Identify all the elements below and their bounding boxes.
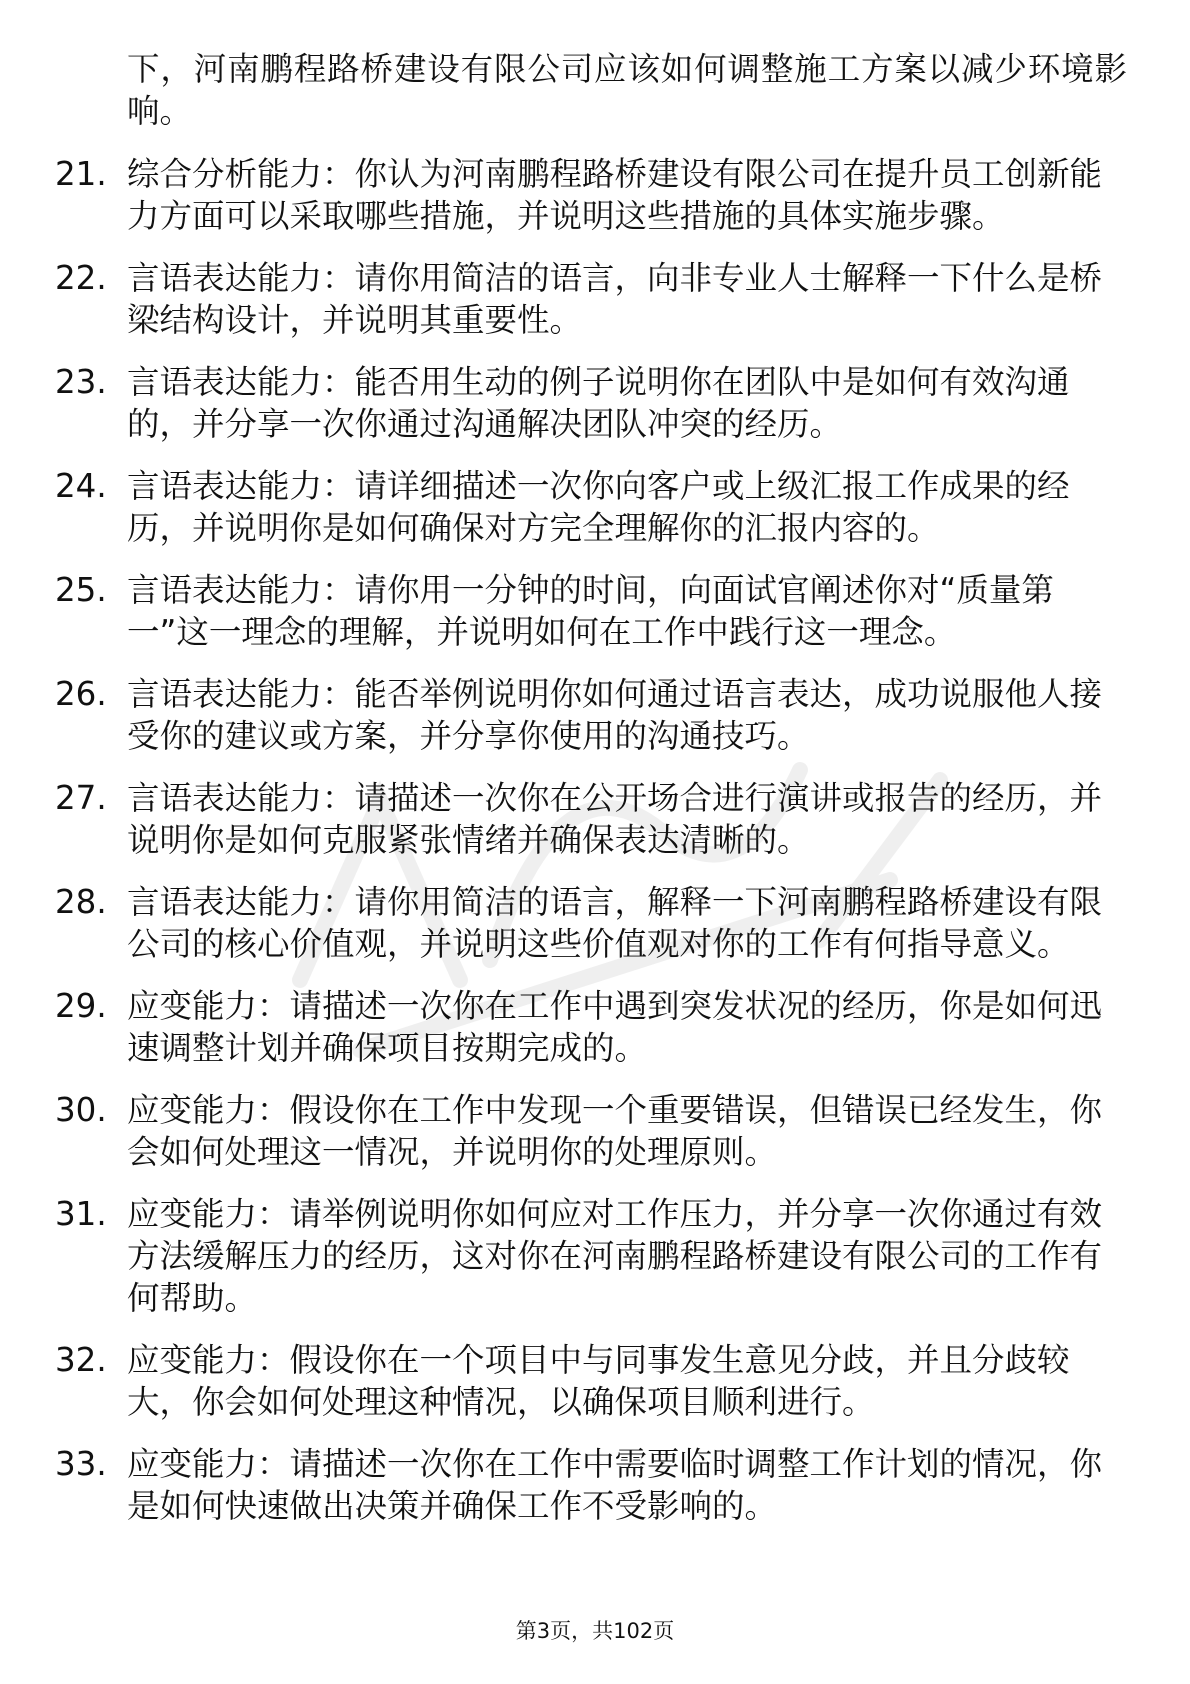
question-text: 言语表达能力：请描述一次你在公开场合进行演讲或报告的经历，并说明你是如何克服紧张情绪并确保表达清晰的。	[127, 779, 1103, 859]
question-item	[55, 153, 1115, 237]
question-text: 应变能力：假设你在一个项目中与同事发生意见分歧，并且分歧较大，你会如何处理这种情况，以确保项目顺利进行。	[127, 1341, 1070, 1421]
question-text: 言语表达能力：请你用简洁的语言，解释一下河南鹏程路桥建设有限公司的核心价值观，并说明这些价值观对你的工作有何指导意义。	[127, 883, 1103, 963]
question-text: 言语表达能力：请详细描述一次你向客户或上级汇报工作成果的经历，并说明你是如何确保对方完全理解你的汇报内容的。	[127, 467, 1070, 547]
question-text: 言语表达能力：能否举例说明你如何通过语言表达，成功说服他人接受你的建议或方案，并分享你使用的沟通技巧。	[127, 675, 1103, 755]
question-text: 应变能力：请描述一次你在工作中需要临时调整工作计划的情况，你是如何快速做出决策并确保工作不受影响的。	[127, 1445, 1103, 1525]
question-number: 31.	[55, 1195, 107, 1233]
question-text: 应变能力：假设你在工作中发现一个重要错误，但错误已经发生，你会如何处理这一情况，并说明你的处理原则。	[127, 1091, 1103, 1171]
question-item	[55, 985, 1115, 1069]
question-number: 24.	[55, 467, 107, 505]
question-list	[55, 48, 1127, 1547]
question-item	[55, 673, 1115, 757]
question-item	[55, 1193, 1115, 1319]
question-text: 综合分析能力：你认为河南鹏程路桥建设有限公司在提升员工创新能力方面可以采取哪些措施，并说明这些措施的具体实施步骤。	[127, 155, 1103, 235]
question-item	[55, 465, 1115, 549]
question-text: 应变能力：请举例说明你如何应对工作压力，并分享一次你通过有效方法缓解压力的经历，这对你在河南鹏程路桥建设有限公司的工作有何帮助。	[127, 1195, 1103, 1317]
question-number: 22.	[55, 259, 107, 297]
question-number: 26.	[55, 675, 107, 713]
question-number: 25.	[55, 571, 107, 609]
question-number: 28.	[55, 883, 107, 921]
question-number: 29.	[55, 987, 107, 1025]
question-number: 33.	[55, 1445, 107, 1483]
question-number: 23.	[55, 363, 107, 401]
question-text: 应变能力：请描述一次你在工作中遇到突发状况的经历，你是如何迅速调整计划并确保项目按期完成的。	[127, 987, 1103, 1067]
question-number: 32.	[55, 1341, 107, 1379]
question-item	[55, 1443, 1115, 1527]
question-number: 30.	[55, 1091, 107, 1129]
question-number: 27.	[55, 779, 107, 817]
question-item	[55, 257, 1115, 341]
continuation-text: 下，河南鹏程路桥建设有限公司应该如何调整施工方案以减少环境影响。	[127, 50, 1127, 130]
page-number: 第3页，共102页	[515, 1619, 675, 1643]
question-item	[55, 569, 1115, 653]
question-item	[55, 777, 1115, 861]
question-text: 言语表达能力：能否用生动的例子说明你在团队中是如何有效沟通的，并分享一次你通过沟通解决团队冲突的经历。	[127, 363, 1070, 443]
question-text: 言语表达能力：请你用一分钟的时间，向面试官阐述你对“质量第一”这一理念的理解，并说明如何在工作中践行这一理念。	[127, 571, 1054, 651]
question-item	[55, 361, 1115, 445]
question-item	[55, 1339, 1115, 1423]
question-item	[55, 1089, 1115, 1173]
question-number: 21.	[55, 155, 107, 193]
question-item	[55, 881, 1115, 965]
question-text: 言语表达能力：请你用简洁的语言，向非专业人士解释一下什么是桥梁结构设计，并说明其重要性。	[127, 259, 1103, 339]
